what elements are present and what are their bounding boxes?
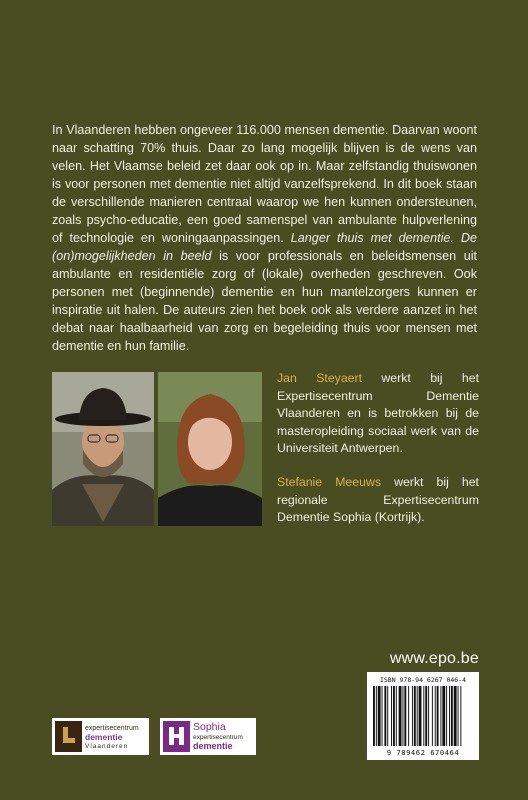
author-bio-stefanie-meeuws xyxy=(277,474,479,527)
barcode-number: 9 789462 670464 xyxy=(386,748,460,757)
author-photo-jan-steyaert xyxy=(52,372,154,526)
sophia-logo-icon xyxy=(163,721,190,752)
logo-sophia-expertisecentrum-dementie xyxy=(160,718,256,755)
expertisecentrum-logo-icon xyxy=(55,721,82,752)
author-name: Jan Steyaert xyxy=(277,371,363,385)
book-title-italic: Langer thuis met dementie. De (on)mogelijkheden in beeld xyxy=(52,231,478,263)
author-bio-text: werkt bij het regionale Expertisecentrum Dementie Sophia (Kortrijk). xyxy=(277,475,479,525)
publisher-website[interactable]: www.epo.be xyxy=(389,650,479,667)
logo-line-2: dementie xyxy=(85,732,123,742)
isbn-label: ISBN 978-94 6267 046-4 xyxy=(379,676,467,684)
logo-line-1: expertisecentrum xyxy=(85,725,139,732)
logo-line-3: dementie xyxy=(193,741,233,751)
back-cover-blurb xyxy=(52,121,477,355)
author-bio-text: werkt bij het Expertisecentrum Dementie Vlaanderen en is betrokken bij de masteropleiding sociaal werk van de Universiteit Antwerpen. xyxy=(277,371,479,456)
isbn-barcode xyxy=(367,672,479,760)
author-photo-stefanie-meeuws xyxy=(158,372,262,526)
barcode-bars xyxy=(371,686,475,748)
logo-expertisecentrum-dementie-vlaanderen xyxy=(52,718,149,755)
logo-line-2: expertisecentrum xyxy=(193,734,243,741)
author-bio-jan-steyaert xyxy=(277,370,479,458)
blurb-intro: In Vlaanderen hebben ongeveer 116.000 mensen dementie. Daarvan woont naar schatting 70% thuis. Daar zo lang mogelijk blijven is de wens van velen. Het Vlaamse beleid zet daar ook op in. Maar zelfstandig thuiswonen is voor personen met dementie niet altijd vanzelfsprekend. In dit boek staan de verschillende manieren centraal waarop we hen kunnen ondersteunen, zoals psycho-educatie, een goed samenspel van ambulante hulpverlening of technologie en woningaanpassingen. xyxy=(52,123,477,245)
logo-line-1: Sophia xyxy=(193,721,226,733)
blurb-audience: is voor professionals en beleidsmensen uit ambulante en residentiële zorg of (lokale) overheden geschreven. Ook personen met (beginnende) dementie en hun mantelzorgers kunnen er inspiratie uit halen. De auteurs zien het boek ook als verdere aanzet in het debat naar haalbaarheid van zorg en begeleiding thuis voor mensen met dementie en hun familie. xyxy=(52,249,477,353)
logo-line-3: Vlaanderen xyxy=(85,743,129,750)
author-name: Stefanie Meeuws xyxy=(277,475,381,489)
